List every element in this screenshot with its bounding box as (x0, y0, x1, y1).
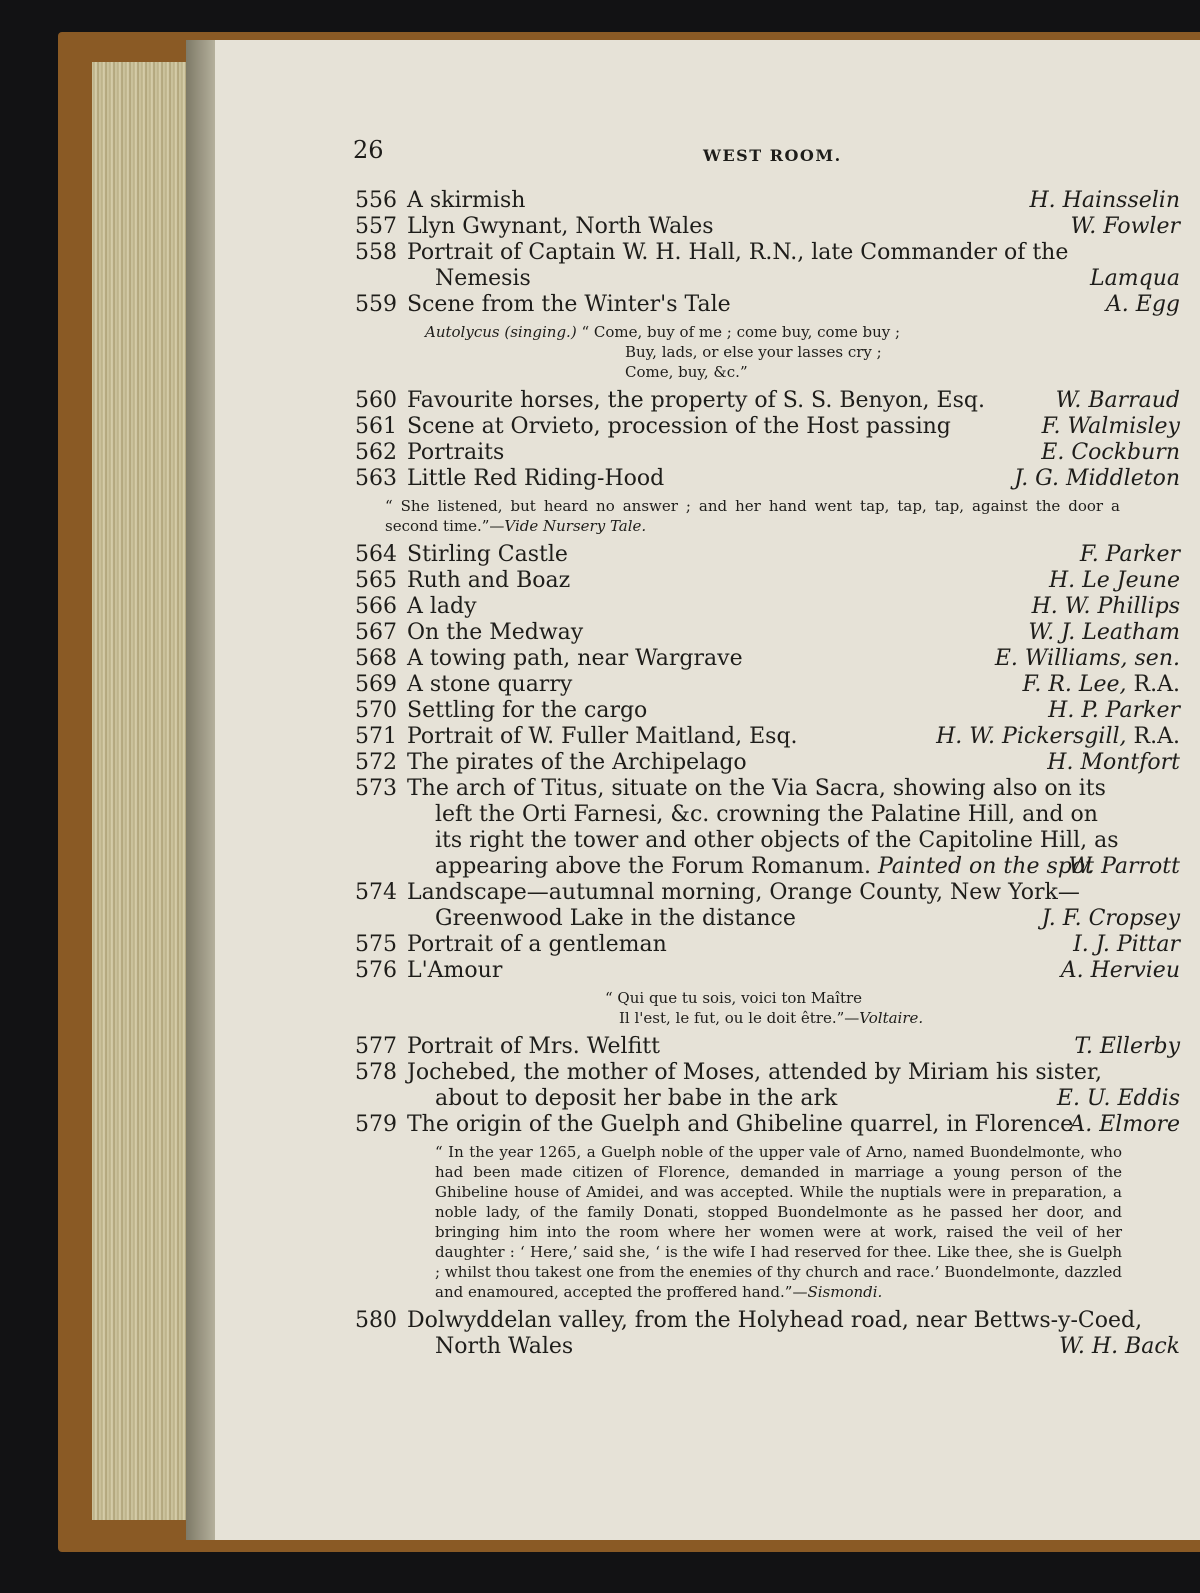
entry-artist: E. Cockburn (1041, 440, 1180, 465)
entry-title: Portrait of a gentleman (407, 932, 667, 957)
catalogue-entry (355, 880, 1180, 932)
catalogue-entry (355, 1308, 1180, 1360)
entry-number: 558 (355, 240, 397, 265)
entry-number: 579 (355, 1112, 397, 1137)
quotation (605, 988, 1120, 1028)
entry-title: Portrait of Mrs. Welfitt (407, 1034, 660, 1059)
entry-title: Little Red Riding-Hood (407, 466, 665, 491)
catalogue-entry (355, 646, 1180, 672)
artist-honour: R.A. (1133, 724, 1180, 749)
entry-title: A lady (407, 594, 477, 619)
entry-number: 556 (355, 188, 397, 213)
quote-line: Il l'est, le fut, ou le doit être.”— (619, 1009, 860, 1027)
entry-number: 574 (355, 880, 397, 905)
catalogue-entry (355, 214, 1180, 240)
catalogue-entry (355, 594, 1180, 620)
catalogue-entry (355, 958, 1180, 984)
entry-title: Scene from the Winter's Tale (407, 292, 731, 317)
catalogue-entry (355, 568, 1180, 594)
quotation (435, 1142, 1122, 1302)
entry-artist: H. P. Parker (1048, 698, 1180, 723)
catalogue-entry (355, 620, 1180, 646)
entry-artist: H. Le Jeune (1049, 568, 1180, 593)
entry-number: 563 (355, 466, 397, 491)
entry-number: 573 (355, 776, 397, 801)
entry-title: Favourite horses, the property of S. S. Benyon, Esq. (407, 388, 985, 413)
entry-title-continued: appearing above the Forum Romanum. (435, 854, 871, 879)
quote-text: “ She listened, but heard no answer ; and her hand went tap, tap, tap, against the door a second time.”— (385, 497, 1120, 535)
catalogue-entry (355, 932, 1180, 958)
entry-artist: W. Barraud (1055, 388, 1180, 413)
running-head: WEST ROOM. (703, 146, 842, 165)
entry-artist: A. Hervieu (1060, 958, 1180, 983)
entry-title: Ruth and Boaz (407, 568, 571, 593)
entry-artist: F. Walmisley (1041, 414, 1180, 439)
entry-number: 578 (355, 1060, 397, 1085)
entry-artist: W. J. Leatham (1028, 620, 1180, 645)
entry-number: 561 (355, 414, 397, 439)
entry-number: 559 (355, 292, 397, 317)
entry-number: 576 (355, 958, 397, 983)
entry-number: 569 (355, 672, 397, 697)
entry-title: A skirmish (407, 188, 526, 213)
entry-artist: F. Parker (1079, 542, 1180, 567)
entry-title: L'Amour (407, 958, 503, 983)
entry-artist: E. U. Eddis (1056, 1086, 1180, 1111)
entry-artist: F. R. Lee, (1022, 672, 1127, 697)
quote-line: “ Come, buy of me ; come buy, come buy ; (581, 323, 901, 341)
catalogue-entries (355, 188, 1180, 1360)
entry-artist: H. W. Pickersgill, (936, 724, 1127, 749)
entry-number: 562 (355, 440, 397, 465)
quote-source: Voltaire. (859, 1009, 924, 1027)
quote-source: Sismondi. (807, 1283, 883, 1301)
catalogue-entry (355, 698, 1180, 724)
entry-title: Portraits (407, 440, 505, 465)
entry-title: The origin of the Guelph and Ghibeline quarrel, in Florence (407, 1112, 1074, 1137)
entry-title: Landscape—autumnal morning, Orange County, New York— (407, 880, 1080, 905)
entry-number: 566 (355, 594, 397, 619)
catalogue-entry (355, 292, 1180, 318)
entry-artist: W. Parrott (1068, 854, 1180, 879)
entry-title: Jochebed, the mother of Moses, attended by Miriam his sister, (407, 1060, 1102, 1085)
entry-title: Dolwyddelan valley, from the Holyhead road, near Bettws-y-Coed, (407, 1308, 1143, 1333)
artist-honour: R.A. (1133, 672, 1180, 697)
entry-number: 570 (355, 698, 397, 723)
catalogue-entry (355, 542, 1180, 568)
entry-artist: W. H. Back (1059, 1334, 1180, 1359)
entry-artist: A. Elmore (1069, 1112, 1180, 1137)
entry-artist: H. Montfort (1047, 750, 1180, 775)
catalogue-entry (355, 1034, 1180, 1060)
entry-number: 567 (355, 620, 397, 645)
page-edges (92, 62, 192, 1520)
entry-number: 557 (355, 214, 397, 239)
entry-artist: J. G. Middleton (1014, 466, 1180, 491)
entry-number: 568 (355, 646, 397, 671)
entry-number: 564 (355, 542, 397, 567)
entry-number: 560 (355, 388, 397, 413)
entry-artist: J. F. Cropsey (1041, 906, 1180, 931)
quote-direction: (singing.) (504, 323, 577, 341)
entry-number: 571 (355, 724, 397, 749)
quotation (385, 496, 1120, 536)
catalogue-entry (355, 188, 1180, 214)
entry-title-continued: its right the tower and other objects of the Capitoline Hill, as (435, 828, 1119, 853)
quote-line: Buy, lads, or else your lasses cry ; (625, 343, 882, 361)
entry-artist: E. Williams, sen. (994, 646, 1180, 671)
catalogue-entry (355, 750, 1180, 776)
catalogue-entry (355, 388, 1180, 414)
entry-note: Painted on the spot (877, 854, 1094, 879)
entry-title: Settling for the cargo (407, 698, 648, 723)
entry-title-continued: Greenwood Lake in the distance (435, 906, 796, 931)
entry-title: Portrait of W. Fuller Maitland, Esq. (407, 724, 798, 749)
entry-artist: I. J. Pittar (1073, 932, 1180, 957)
entry-artist: H. Hainsselin (1029, 188, 1180, 213)
entry-artist: Lamqua (1090, 266, 1180, 291)
entry-title: The arch of Titus, situate on the Via Sacra, showing also on its (407, 776, 1106, 801)
entry-artist: T. Ellerby (1074, 1034, 1180, 1059)
catalogue-entry (355, 240, 1180, 292)
entry-title: Stirling Castle (407, 542, 568, 567)
quote-line: Come, buy, &c.” (625, 363, 748, 381)
entry-artist: W. Fowler (1070, 214, 1180, 239)
catalogue-entry (355, 776, 1180, 880)
catalogue-entry (355, 1112, 1180, 1138)
catalogue-entry (355, 1060, 1180, 1112)
quote-line: “ Qui que tu sois, voici ton Maître (605, 989, 863, 1007)
entry-number: 575 (355, 932, 397, 957)
entry-title: Llyn Gwynant, North Wales (407, 214, 714, 239)
entry-number: 572 (355, 750, 397, 775)
catalogue-entry (355, 672, 1180, 698)
entry-title-continued: North Wales (435, 1334, 574, 1359)
entry-number: 565 (355, 568, 397, 593)
catalogue-entry (355, 414, 1180, 440)
entry-title: A stone quarry (407, 672, 573, 697)
book-page (215, 40, 1200, 1540)
page-number: 26 (353, 136, 384, 164)
catalogue-entry (355, 724, 1180, 750)
entry-artist: H. W. Phillips (1031, 594, 1180, 619)
catalogue-entry (355, 440, 1180, 466)
entry-artist: A. Egg (1105, 292, 1180, 317)
entry-number: 580 (355, 1308, 397, 1333)
entry-title-continued: Nemesis (435, 266, 531, 291)
entry-title: Portrait of Captain W. H. Hall, R.N., late Commander of the (407, 240, 1069, 265)
entry-title-continued: left the Orti Farnesi, &c. crowning the Palatine Hill, and on (435, 802, 1098, 827)
entry-title-continued: about to deposit her babe in the ark (435, 1086, 838, 1111)
entry-title: On the Medway (407, 620, 584, 645)
catalogue-entry (355, 466, 1180, 492)
entry-title: A towing path, near Wargrave (407, 646, 743, 671)
quotation (425, 322, 1120, 382)
quote-speaker: Autolycus (425, 323, 500, 341)
entry-title: The pirates of the Archipelago (407, 750, 747, 775)
entry-number: 577 (355, 1034, 397, 1059)
quote-text: “ In the year 1265, a Guelph noble of the upper vale of Arno, named Buondelmonte, who had been made citizen of Florence, demanded in marriage a young person of the Ghibeline house of Amidei, and was accepted. While the nuptials were in preparation, a noble lady, of the family Donati, stopped Buondelmonte as he passed her door, and bringing him into the room where her women were at work, raised the veil of her daughter : ‘ Here,’ said she, ‘ is the wife I had reserved for thee. Like thee, she is Guelph ; whilst thou takest one from the enemies of thy church and race.’ Buondelmonte, dazzled and enamoured, accepted the proffered hand.”— (435, 1143, 1122, 1301)
quote-source: Vide Nursery Tale. (504, 517, 647, 535)
entry-title: Scene at Orvieto, procession of the Host passing (407, 414, 951, 439)
